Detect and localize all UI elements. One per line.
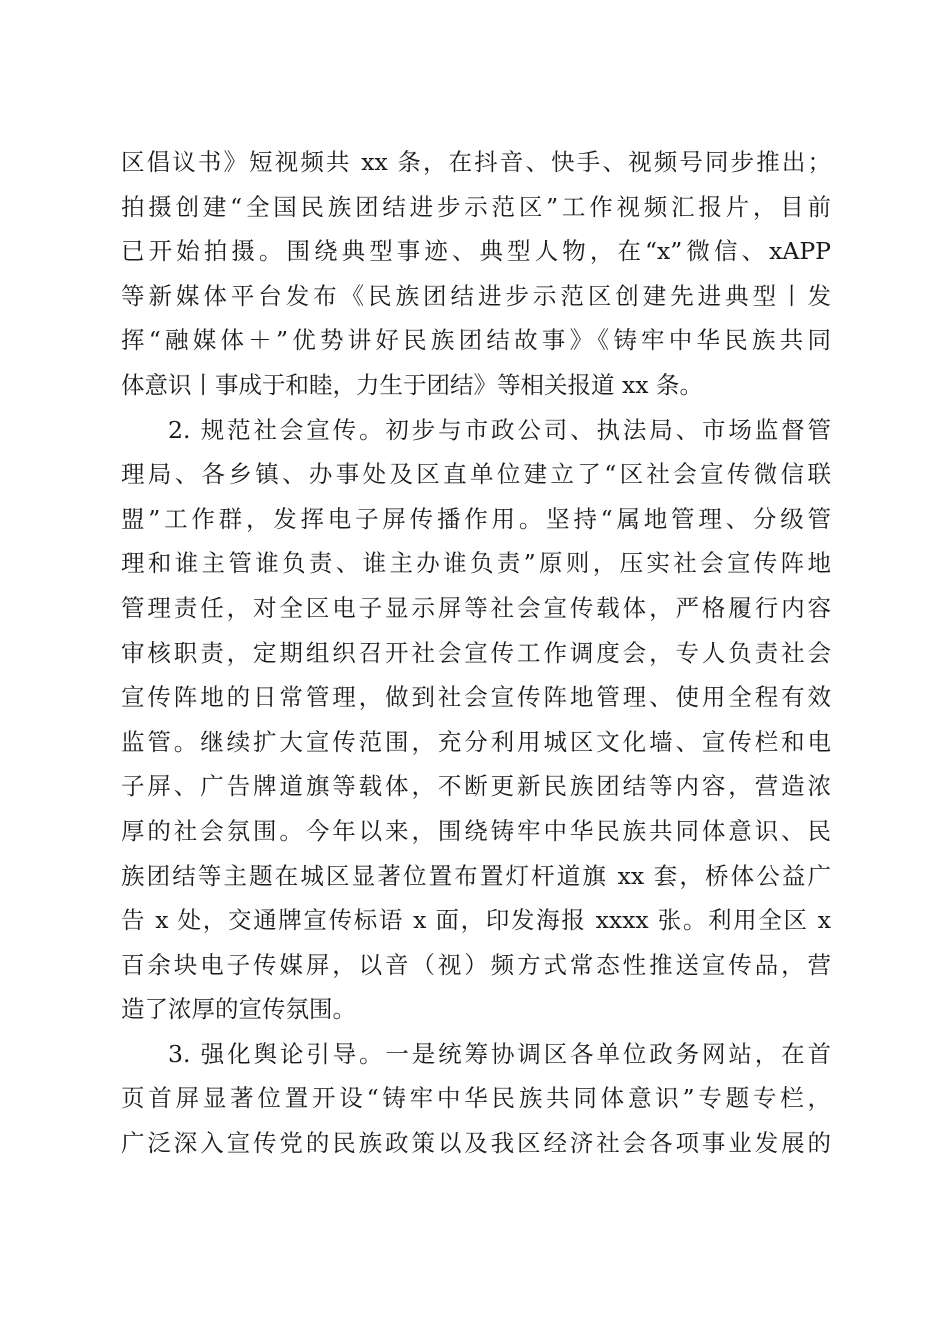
text-line: 等新媒体平台发布《民族团结进步示范区创建先进典型丨发 (121, 281, 831, 310)
text-line: 2. 规范社会宣传。初步与市政公司、执法局、市场监督管 (168, 415, 831, 444)
text-line: 理局、各乡镇、办事处及区直单位建立了“区社会宣传微信联 (121, 460, 831, 489)
paragraph-3-guide-public-opinion (121, 1032, 831, 1166)
text-line: 宣传阵地的日常管理，做到社会宣传阵地管理、使用全程有效 (121, 683, 831, 712)
text-line: 盟”工作群，发挥电子屏传播作用。坚持“属地管理、分级管 (121, 504, 831, 533)
document-body (121, 140, 831, 1166)
text-line: 广泛深入宣传党的民族政策以及我区经济社会各项事业发展的 (121, 1129, 831, 1158)
text-line: 拍摄创建“全国民族团结进步示范区”工作视频汇报片，目前 (121, 192, 831, 221)
text-line: 造了浓厚的宣传氛围。 (121, 995, 356, 1024)
text-line: 区倡议书》短视频共 xx 条，在抖音、快手、视频号同步推出； (121, 148, 831, 176)
text-line: 告 x 处，交通牌宣传标语 x 面，印发海报 xxxx 张。利用全区 x (121, 906, 831, 935)
text-line: 理和谁主管谁负责、谁主办谁负责”原则，压实社会宣传阵地 (121, 549, 831, 578)
text-line: 页首屏显著位置开设“铸牢中华民族共同体意识”专题专栏， (121, 1084, 831, 1113)
paragraph-2-regulate-social-publicity (121, 408, 831, 1032)
text-line: 子屏、广告牌道旗等载体，不断更新民族团结等内容，营造浓 (121, 772, 831, 801)
text-line: 体意识丨事成于和睦，力生于团结》等相关报道 xx 条。 (121, 370, 703, 399)
text-line: 3. 强化舆论引导。一是统筹协调区各单位政务网站，在首 (168, 1039, 831, 1068)
text-line: 监管。继续扩大宣传范围，充分利用城区文化墙、宣传栏和电 (121, 727, 831, 756)
text-line: 管理责任，对全区电子显示屏等社会宣传载体，严格履行内容 (121, 593, 831, 622)
text-line: 族团结等主题在城区显著位置布置灯杆道旗 xx 套，桥体公益广 (121, 861, 831, 890)
text-line: 审核职责，定期组织召开社会宣传工作调度会，专人负责社会 (121, 638, 831, 667)
text-line: 百余块电子传媒屏，以音（视）频方式常态性推送宣传品，营 (121, 950, 831, 979)
text-line: 已开始拍摄。围绕典型事迹、典型人物，在“x”微信、xAPP (121, 237, 831, 266)
text-line: 厚的社会氛围。今年以来，围绕铸牢中华民族共同体意识、民 (121, 816, 831, 845)
paragraph-continued (121, 140, 831, 408)
text-line: 挥“融媒体＋”优势讲好民族团结故事》《铸牢中华民族共同 (121, 326, 831, 355)
